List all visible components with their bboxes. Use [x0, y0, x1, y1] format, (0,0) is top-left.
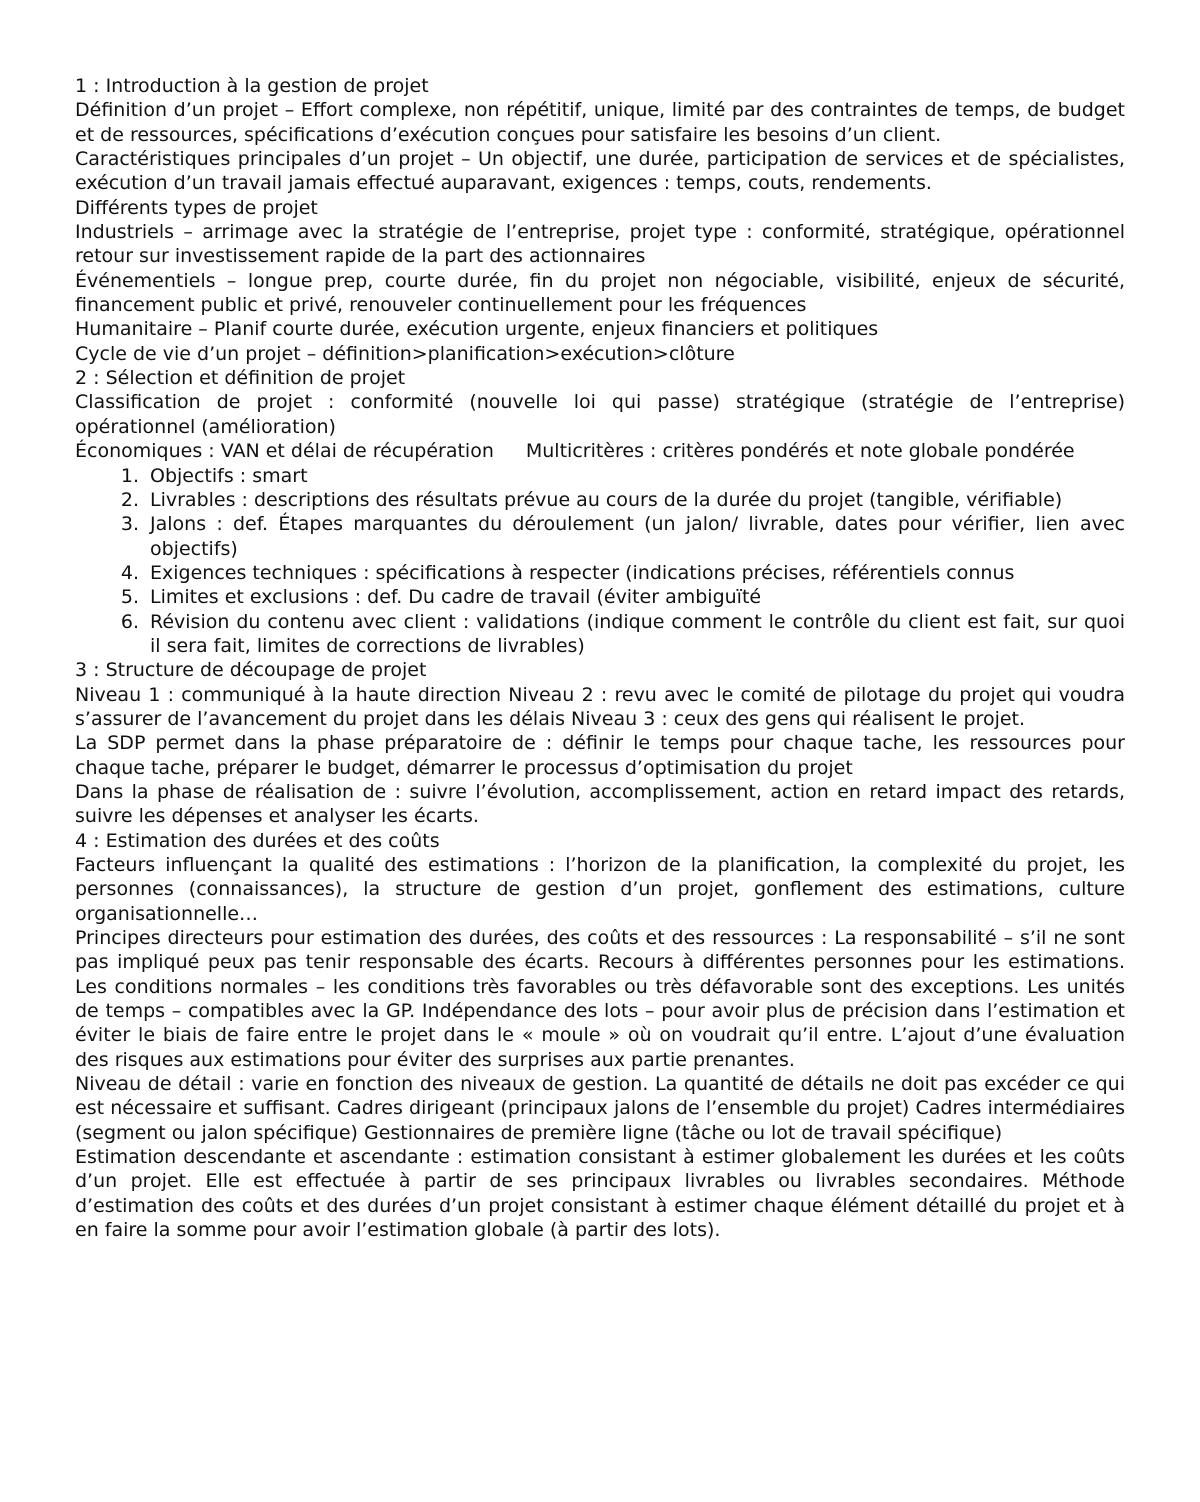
- list-item-number: 1.: [120, 464, 139, 487]
- list-item-number: 5.: [120, 586, 139, 609]
- list-item-number: 4.: [120, 561, 139, 584]
- estimation-principles-paragraph: Principes directeurs pour estimation des durées, des coûts et des ressources : La responsabilité – s’il ne sont pas impliqué peux pas tenir responsable des écarts. Recours à différentes personnes pour les estimations. Les conditions normales – les conditions très favorables ou très défavorable sont des exceptions. Les unités de temps – compatibles avec la GP. Indépendance des lots – pour avoir plus de précision dans l’estimation et éviter le biais de faire entre le projet dans le « moule » où on voudrait qu’il entre. L’ajout d’une évaluation des risques aux estimations pour éviter des surprises aux partie prenantes.: [75, 927, 1125, 1071]
- humanitarian-projects-paragraph: Humanitaire – Planif courte durée, exécution urgente, enjeux financiers et politiques: [75, 318, 879, 341]
- economic-models-text: Économiques : VAN et délai de récupération: [75, 440, 494, 463]
- list-item-text: Exigences techniques : spécifications à respecter (indications précises, référentiels connus: [150, 561, 1015, 584]
- list-item-text: Jalons : def. Étapes marquantes du déroulement (un jalon/ livrable, dates pour vérifier, lien avec objectifs): [150, 513, 1125, 560]
- list-item-text: Livrables : descriptions des résultats prévue au cours de la durée du projet (tangible, vérifiable): [150, 488, 1063, 511]
- list-item: [120, 561, 1125, 585]
- top-down-bottom-up-paragraph: Estimation descendante et ascendante : estimation consistant à estimer globalement les durées et les coûts d’un projet. Elle est effectuée à partir de ses principaux livrables ou livrables secondaires. Méthode d’estimation des coûts et des durées d’un projet consistant à estimer chaque élément détaillé du projet et à en faire la somme pour avoir l’estimation globale (à partir des lots).: [75, 1146, 1125, 1242]
- scope-definition-list: [75, 464, 1125, 659]
- project-types-heading: Différents types de projet: [75, 196, 318, 219]
- list-item-number: 2.: [120, 488, 139, 511]
- list-item: [120, 464, 1125, 488]
- wbs-levels-paragraph: Niveau 1 : communiqué à la haute direction Niveau 2 : revu avec le comité de pilotage du projet qui voudra s’assurer de l’avancement du projet dans les délais Niveau 3 : ceux des gens qui réalisent le projet.: [75, 683, 1125, 730]
- project-definition-paragraph: Définition d’un projet – Effort complexe, non répétitif, unique, limité par des contraintes de temps, de budget et de ressources, spécifications d’exécution conçues pour satisfaire les besoins d’un client.: [75, 99, 1125, 146]
- industrial-projects-paragraph: Industriels – arrimage avec la stratégie de l’entreprise, projet type : conformité, stratégique, opérationnel retour sur investissement rapide de la part des actionnaires: [75, 221, 1125, 268]
- section-2-heading: 2 : Sélection et définition de projet: [75, 367, 406, 390]
- section-1-heading: 1 : Introduction à la gestion de projet: [75, 75, 429, 97]
- list-item-text: Objectifs : smart: [150, 464, 308, 487]
- multicriteria-models-text: Multicritères : critères pondérés et note globale pondérée: [525, 440, 1075, 463]
- list-item: [120, 585, 1125, 609]
- list-item-text: Révision du contenu avec client : validations (indique comment le contrôle du client est fait, sur quoi il sera fait, limites de corrections de livrables): [150, 610, 1125, 657]
- classification-paragraph: Classification de projet : conformité (nouvelle loi qui passe) stratégique (stratégie de l’entreprise) opérationnel (amélioration): [75, 391, 1125, 438]
- detail-level-paragraph: Niveau de détail : varie en fonction des niveaux de gestion. La quantité de détails ne doit pas excéder ce qui est nécessaire et suffisant. Cadres dirigeant (principaux jalons de l’ensemble du projet) Cadres intermédiaires (segment ou jalon spécifique) Gestionnaires de première ligne (tâche ou lot de travail spécifique): [75, 1073, 1125, 1144]
- project-lifecycle-paragraph: Cycle de vie d’un projet – définition>planification>exécution>clôture: [75, 342, 735, 365]
- event-projects-paragraph: Événementiels – longue prep, courte durée, fin du projet non négociable, visibilité, enjeux de sécurité, financement public et privé, renouveler continuellement pour les fréquences: [75, 269, 1125, 317]
- estimation-factors-paragraph: Facteurs influençant la qualité des estimations : l’horizon de la planification, la complexité du projet, les personnes (connaissances), la structure de gestion d’un projet, gonflement des estimations, culture organisationnelle…: [75, 854, 1125, 925]
- section-4-heading: 4 : Estimation des durées et des coûts: [75, 829, 440, 852]
- selection-models-paragraph: [75, 439, 1125, 463]
- wbs-execution-paragraph: Dans la phase de réalisation de : suivre l’évolution, accomplissement, action en retard impact des retards, suivre les dépenses et analyser les écarts.: [75, 780, 1125, 828]
- list-item: [120, 512, 1125, 561]
- wbs-preparation-paragraph: La SDP permet dans la phase préparatoire de : définir le temps pour chaque tache, les ressources pour chaque tache, préparer le budget, démarrer le processus d’optimisation du projet: [75, 732, 1125, 779]
- project-characteristics-paragraph: Caractéristiques principales d’un projet – Un objectif, une durée, participation de services et de spécialistes, exécution d’un travail jamais effectué auparavant, exigences : temps, couts, rendements.: [75, 148, 1125, 195]
- list-item: [120, 610, 1125, 659]
- section-3-heading: 3 : Structure de découpage de projet: [75, 659, 427, 682]
- list-item-text: Limites et exclusions : def. Du cadre de travail (éviter ambiguïté: [150, 586, 762, 609]
- list-item-number: 6.: [120, 610, 139, 633]
- list-item: [120, 488, 1125, 512]
- list-item-number: 3.: [120, 513, 139, 536]
